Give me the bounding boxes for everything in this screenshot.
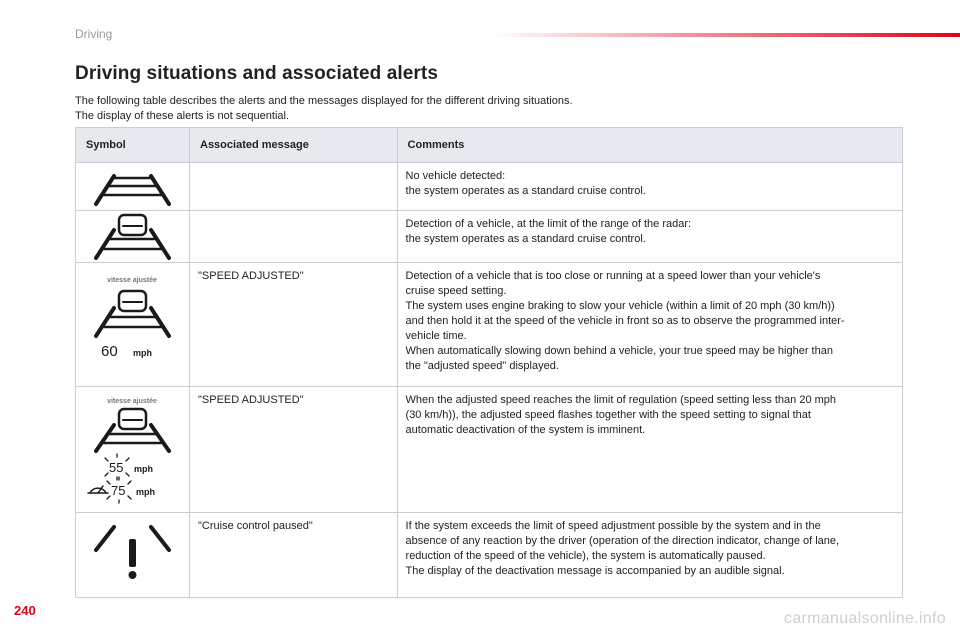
- message-cell: [190, 211, 398, 263]
- alerts-table: [75, 127, 903, 598]
- comments-cell: [397, 211, 902, 263]
- header-comments: Comments: [397, 128, 902, 163]
- table-row: [76, 211, 903, 263]
- page-number: 240: [14, 603, 36, 618]
- comment-line: The system uses engine braking to slow your vehicle (within a limit of 20 mph (30 km/h)): [405, 300, 835, 312]
- symbol-cell: [76, 263, 190, 387]
- comment-line: If the system exceeds the limit of speed adjustment possible by the system and in the: [405, 520, 821, 532]
- comment-line: absence of any reaction by the driver (operation of the direction indicator, change of lane,: [405, 535, 840, 547]
- symbol-caption: vitesse ajustée: [107, 276, 157, 284]
- symbol-speed: 60: [101, 342, 118, 360]
- intro-line: The display of these alerts is not sequential.: [75, 110, 290, 122]
- watermark: carmanualsonline.info: [784, 610, 946, 627]
- comment-line: Detection of a vehicle that is too close or running at a speed lower than your vehicle's: [405, 270, 821, 282]
- comment-line: the system operates as a standard cruise control.: [405, 233, 646, 245]
- comment-line: cruise speed setting.: [405, 285, 507, 297]
- comments-cell: [397, 263, 902, 387]
- message-cell: "Cruise control paused": [190, 513, 398, 598]
- comment-line: automatic deactivation of the system is imminent.: [405, 424, 646, 436]
- comment-line: reduction of the speed of the vehicle), the system is automatically paused.: [405, 550, 766, 562]
- symbol-cell: [76, 387, 190, 513]
- comment-line: the "adjusted speed" displayed.: [405, 360, 559, 372]
- table-row: [76, 163, 903, 211]
- symbol-speed-2: 75: [111, 482, 126, 498]
- no-vehicle-lanes-icon: [76, 164, 189, 210]
- intro-line: The following table describes the alerts and the messages displayed for the different driving situations.: [75, 95, 573, 107]
- table-row: [76, 387, 903, 513]
- header-message: Associated message: [190, 128, 398, 163]
- table-row: [76, 263, 903, 387]
- header-symbol: Symbol: [76, 128, 190, 163]
- page-title: Driving situations and associated alerts: [75, 63, 438, 84]
- comment-line: No vehicle detected:: [405, 170, 506, 182]
- table-row: [76, 513, 903, 598]
- speed-adjusted-icon: [76, 266, 189, 384]
- header-rule: [490, 33, 960, 37]
- comment-line: When the adjusted speed reaches the limit of regulation (speed setting less than 20 mph: [405, 394, 837, 406]
- exclamation-icon: [129, 539, 137, 579]
- message-cell: "SPEED ADJUSTED": [190, 263, 398, 387]
- symbol-cell: [76, 513, 190, 598]
- intro-text: [75, 94, 573, 124]
- table-header-row: [76, 128, 903, 163]
- symbol-unit: mph: [133, 347, 152, 358]
- comment-line: (30 km/h)), the adjusted speed flashes together with the speed setting to signal that: [405, 409, 811, 421]
- symbol-caption: vitesse ajustée: [107, 397, 157, 405]
- comment-line: the system operates as a standard cruise control.: [405, 185, 646, 197]
- comment-line: vehicle time.: [405, 330, 467, 342]
- comments-cell: [397, 387, 902, 513]
- cruise-control-paused-icon: [76, 515, 189, 595]
- section-label: Driving: [75, 27, 113, 41]
- speedometer-icon: [88, 486, 108, 493]
- symbol-unit: mph: [134, 463, 153, 474]
- comment-line: The display of the deactivation message is accompanied by an audible signal.: [405, 565, 785, 577]
- message-cell: [190, 163, 398, 211]
- vehicle-at-range-limit-icon: [76, 212, 189, 262]
- comment-line: and then hold it at the speed of the vehicle in front so as to observe the programmed inter-: [405, 315, 845, 327]
- message-cell: "SPEED ADJUSTED": [190, 387, 398, 513]
- comments-cell: [397, 513, 902, 598]
- symbol-speed: 55: [109, 459, 124, 475]
- symbol-unit-2: mph: [136, 486, 155, 497]
- speed-adjusted-flashing-icon: [76, 389, 189, 511]
- comment-line: When automatically slowing down behind a vehicle, your true speed may be higher than: [405, 345, 833, 357]
- symbol-cell: [76, 163, 190, 211]
- comment-line: Detection of a vehicle, at the limit of the range of the radar:: [405, 218, 692, 230]
- comments-cell: [397, 163, 902, 211]
- symbol-cell: [76, 211, 190, 263]
